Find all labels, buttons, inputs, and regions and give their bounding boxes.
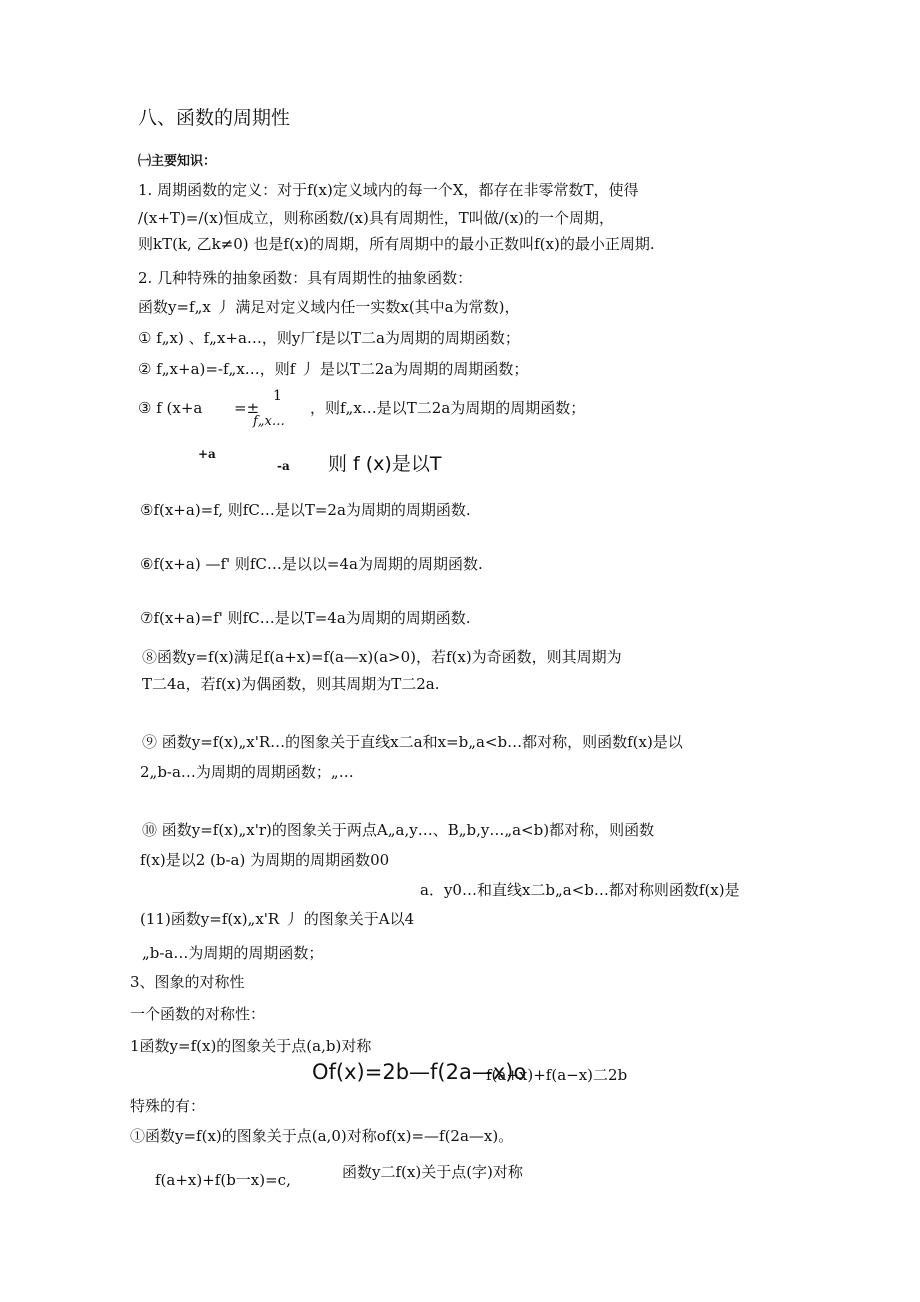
special-cases-label: 特殊的有： — [130, 1097, 206, 1115]
symmetry-subheading: 一个函数的对称性： — [130, 1005, 266, 1023]
item-9-line-1: ⑨ 函数y=f(x)„x'R…的图象关于直线x二a和x=b„a<b…都对称，则函数f(x)是以 — [142, 733, 683, 751]
definition-line-2: /(x+T)=/(x)恒成立，则称函数/(x)具有周期性，T叫做/(x)的一个周期， — [138, 209, 615, 227]
item-8-line-2: T二4a，若f(x)为偶函数，则其周期为T二2a. — [142, 675, 440, 693]
item-8-line-1: ⑧函数y=f(x)满足f(a+x)=f(a—x)(a>0)，若f(x)为奇函数，则其周期为 — [142, 648, 622, 666]
item-3-denominator: f„x… — [253, 414, 285, 429]
item-7: ⑦f(x+a)=f' 则fC…是以T=4a为周期的周期函数. — [140, 609, 471, 627]
item-4-minus-a: -a — [277, 459, 290, 473]
item-2: ② f„x+a)=-f„x…，则f 丿 是以T二2a为周期的周期函数； — [138, 360, 529, 378]
item-11-line-2: „b-a…为周期的周期函数； — [142, 944, 324, 962]
abstract-function-line-1: 2. 几种特殊的抽象函数：具有周期性的抽象函数： — [138, 269, 473, 287]
section-title: 八、函数的周期性 — [138, 107, 291, 129]
item-3-prefix: ③ f (x+a — [138, 399, 203, 417]
special-case-2-left: f(a+x)+f(b一x)=c, — [155, 1171, 291, 1189]
abstract-function-line-2: 函数y=f„x 丿 满足对定义域内任一实数x(其中a为常数)， — [138, 298, 520, 316]
symmetry-heading: 3、图象的对称性 — [130, 973, 245, 991]
subsection-heading: ㈠主要知识： — [138, 154, 217, 169]
item-11-top: a．y0…和直线x二b„a<b…都对称则函数f(x)是 — [420, 881, 740, 899]
symmetry-formula-main: Of(x)=2b—f(2a—x)o — [312, 1060, 527, 1084]
item-3-suffix: ，则f„x…是以T二2a为周期的周期函数； — [310, 399, 586, 417]
definition-line-1: 1. 周期函数的定义：对于f(x)定义域内的每一个X，都存在非零常数T，使得 — [138, 181, 639, 199]
item-5: ⑤f(x+a)=f, 则fC…是以T=2a为周期的周期函数. — [140, 501, 471, 519]
item-6: ⑥f(x+a) —f' 则fC…是以以=4a为周期的周期函数. — [140, 555, 483, 573]
special-case-2-right: 函数y二f(x)关于点(字)对称 — [342, 1163, 523, 1181]
item-11-line-1: (11)函数y=f(x)„x'R 丿 的图象关于A以4 — [140, 910, 415, 928]
symmetry-formula-tail: f(a+x)+f(a−x)二2b — [486, 1066, 628, 1084]
definition-line-3: 则kT(k, 乙k≠0) 也是f(x)的周期，所有周期中的最小正数叫f(x)的最小正周期. — [138, 235, 655, 253]
item-4-plus-a: +a — [198, 447, 216, 461]
item-1: ① f„x) 、f„x+a…，则y厂f是以T二a为周期的周期函数； — [138, 329, 520, 347]
item-3-equals: =± — [234, 399, 260, 417]
item-4-text: 则 f (x)是以T — [328, 453, 442, 475]
special-case-1: ①函数y=f(x)的图象关于点(a,0)对称of(x)=—f(2a—x)。 — [130, 1127, 514, 1145]
item-10-line-1: ⑩ 函数y=f(x)„x'r)的图象关于两点A„a,y…、B„b,y…„a<b)都对称，则函数 — [142, 821, 655, 839]
item-9-line-2: 2„b-a…为周期的周期函数；„… — [140, 763, 354, 781]
item-10-line-2: f(x)是以2 (b-a) 为周期的周期函数00 — [140, 851, 390, 869]
symmetry-statement-1: 1函数y=f(x)的图象关于点(a,b)对称 — [130, 1037, 372, 1055]
item-3-numerator: 1 — [273, 388, 282, 404]
